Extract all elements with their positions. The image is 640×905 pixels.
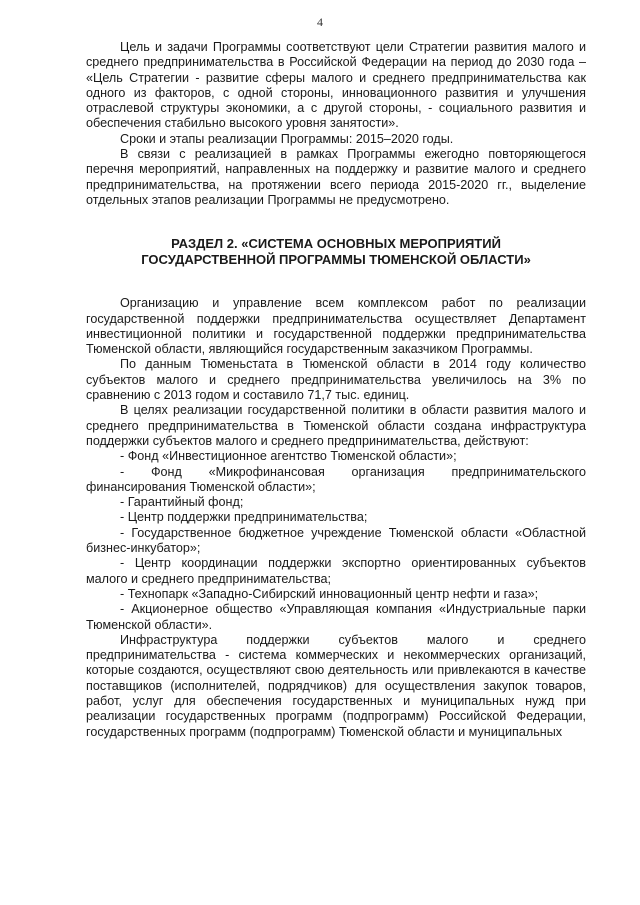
list-item: - Гарантийный фонд; [120, 495, 244, 510]
section-heading-line-2: ГОСУДАРСТВЕННОЙ ПРОГРАММЫ ТЮМЕНСКОЙ ОБЛАСТИ» [141, 252, 531, 268]
list-item: - Центр поддержки предпринимательства; [120, 510, 368, 525]
list-item: - Фонд «Инвестиционное агентство Тюменской области»; [120, 449, 457, 464]
paragraph-program-goals: Цель и задачи Программы соответствуют цели Стратегии развития малого и среднего предпринимательства в Российской Федерации на период до 2030 года – «Цель Стратегии - развитие сферы малого и среднего предпринимательства как одного из факторов, с одной стороны, инновационного развития и улучшения отраслевой структуры экономики, а с другой стороны, - социального развития и обеспечения стабильно высокого уровня занятости». [86, 40, 586, 131]
list-item: - Технопарк «Западно-Сибирский инновационный центр нефти и газа»; [120, 586, 539, 601]
paragraph-management: Организацию и управление всем комплексом работ по реализации государственной поддержки предпринимательства осуществляет Департамент инвестиционной политики и государственной поддержки предпринимательства Тюменской области, являющийся государственным заказчиком Программы. [86, 296, 586, 357]
paragraph-infrastructure-intro: В целях реализации государственной политики в области развития малого и среднего предпринимательства в Тюменской области создана инфраструктура поддержки субъектов малого и среднего предпринимательства, действуют: [86, 403, 586, 448]
section-heading-line-1: РАЗДЕЛ 2. «СИСТЕМА ОСНОВНЫХ МЕРОПРИЯТИЙ [171, 236, 501, 252]
document-body [86, 40, 586, 740]
list-item: - Фонд «Микрофинансовая организация предпринимательского финансирования Тюменской области»; [86, 464, 586, 494]
paragraph-infrastructure-definition: Инфраструктура поддержки субъектов малого и среднего предпринимательства - система коммерческих и некоммерческих организаций, которые создаются, осуществляют свою деятельность или привлекаются в качестве поставщиков (исполнителей, подрядчиков) для осуществления закупок товаров, работ, услуг для обеспечения государственных и муниципальных нужд при реализации государственных программ (подпрограмм) Российской Федерации, государственных программ (подпрограмм) Тюменской области и муниципальных [86, 632, 586, 739]
paragraph-program-stages: В связи с реализацией в рамках Программы ежегодно повторяющегося перечня мероприятий, направленных на поддержку и развитие малого и среднего предпринимательства, на протяжении всего периода 2015-2020 гг., выделение отдельных этапов реализации Программы не предусмотрено. [86, 147, 586, 207]
page-number: 4 [317, 15, 323, 29]
list-item: - Акционерное общество «Управляющая компания «Индустриальные парки Тюменской области». [86, 602, 586, 632]
section-heading [86, 236, 586, 268]
paragraph-statistics: По данным Тюменьстата в Тюменской области в 2014 году количество субъектов малого и среднего предпринимательства увеличилось на 3% по сравнению с 2013 годом и составило 71,7 тыс. единиц. [86, 357, 586, 403]
list-item: - Центр координации поддержки экспортно ориентированных субъектов малого и среднего предпринимательства; [86, 556, 586, 586]
paragraph-program-timeline: Сроки и этапы реализации Программы: 2015–2020 годы. [120, 131, 454, 146]
list-item: - Государственное бюджетное учреждение Тюменской области «Областной бизнес-инкубатор»; [86, 525, 586, 556]
